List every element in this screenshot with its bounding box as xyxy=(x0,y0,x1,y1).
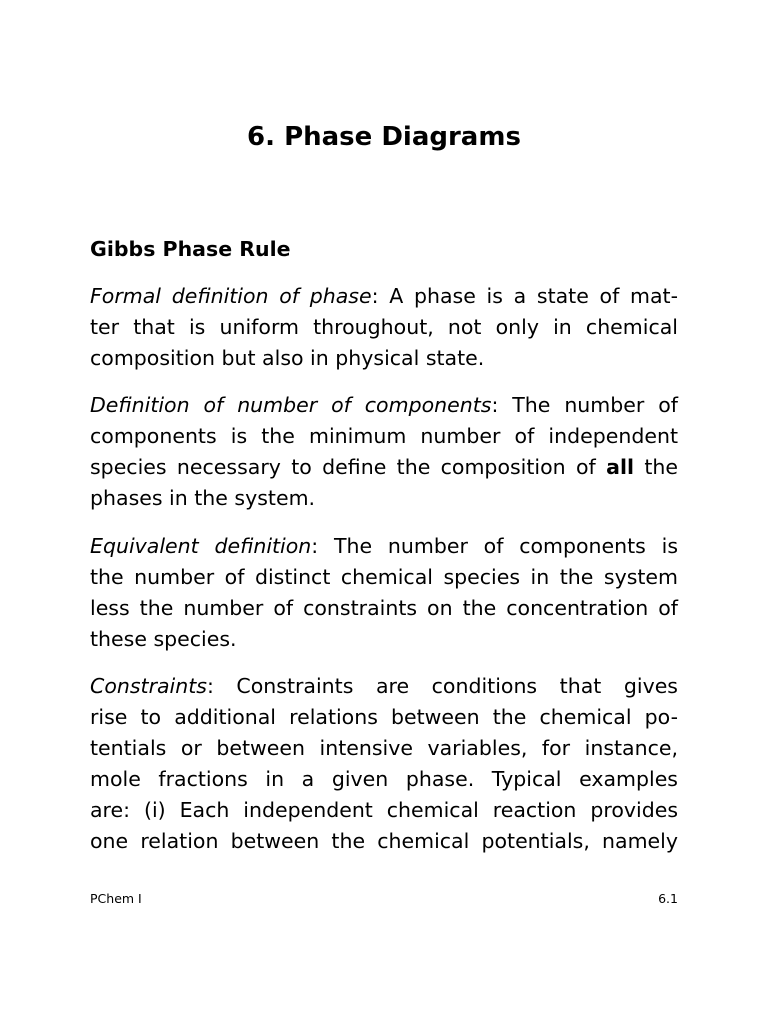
paragraph-line: rise to additional relations between the chemical po- xyxy=(90,705,678,729)
paragraph-components-definition xyxy=(90,390,678,514)
paragraph-line: one relation between the chemical potentials, namely xyxy=(90,829,678,853)
paragraph-line xyxy=(90,281,678,312)
paragraph-line xyxy=(90,390,678,421)
paragraph-line xyxy=(90,671,678,702)
footer-page-number: 6.1 xyxy=(658,891,678,906)
paragraph-line xyxy=(90,452,678,483)
defined-term: Equivalent definition xyxy=(90,534,312,558)
paragraph-text: : Constraints are conditions that gives xyxy=(206,674,678,698)
paragraph-line: composition but also in physical state. xyxy=(90,346,485,370)
defined-term: Definition of number of components xyxy=(90,393,492,417)
paragraph-text: species necessary to define the composition of xyxy=(90,455,607,479)
paragraph-line: components is the minimum number of independent xyxy=(90,424,678,448)
paragraph-equivalent-definition xyxy=(90,531,678,655)
paragraph-line: are: (i) Each independent chemical reaction provides xyxy=(90,798,678,822)
paragraph-text: : The number of components is xyxy=(311,534,678,558)
paragraph-line: phases in the system. xyxy=(90,486,316,510)
defined-term: Formal definition of phase xyxy=(90,284,372,308)
paragraph-line: ter that is uniform throughout, not only in chemical xyxy=(90,315,678,339)
paragraph-line: less the number of constraints on the concentration of xyxy=(90,596,678,620)
paragraph-text: the xyxy=(634,455,678,479)
paragraph-text: : The number of xyxy=(491,393,679,417)
paragraph-line: the number of distinct chemical species in the system xyxy=(90,565,678,589)
paragraph-line: tentials or between intensive variables, for instance, xyxy=(90,736,678,760)
paragraph-line xyxy=(90,531,678,562)
paragraph-constraints xyxy=(90,671,678,857)
paragraph-line: these species. xyxy=(90,627,237,651)
section-heading: Gibbs Phase Rule xyxy=(90,237,291,261)
paragraph-line: mole fractions in a given phase. Typical examples xyxy=(90,767,678,791)
paragraph-phase-definition xyxy=(90,281,678,374)
defined-term: Constraints xyxy=(90,674,207,698)
emphasized-word: all xyxy=(606,455,634,479)
paragraph-text: : A phase is a state of mat- xyxy=(371,284,678,308)
footer-course-name: PChem I xyxy=(90,891,142,906)
page-title: 6. Phase Diagrams xyxy=(247,122,521,152)
